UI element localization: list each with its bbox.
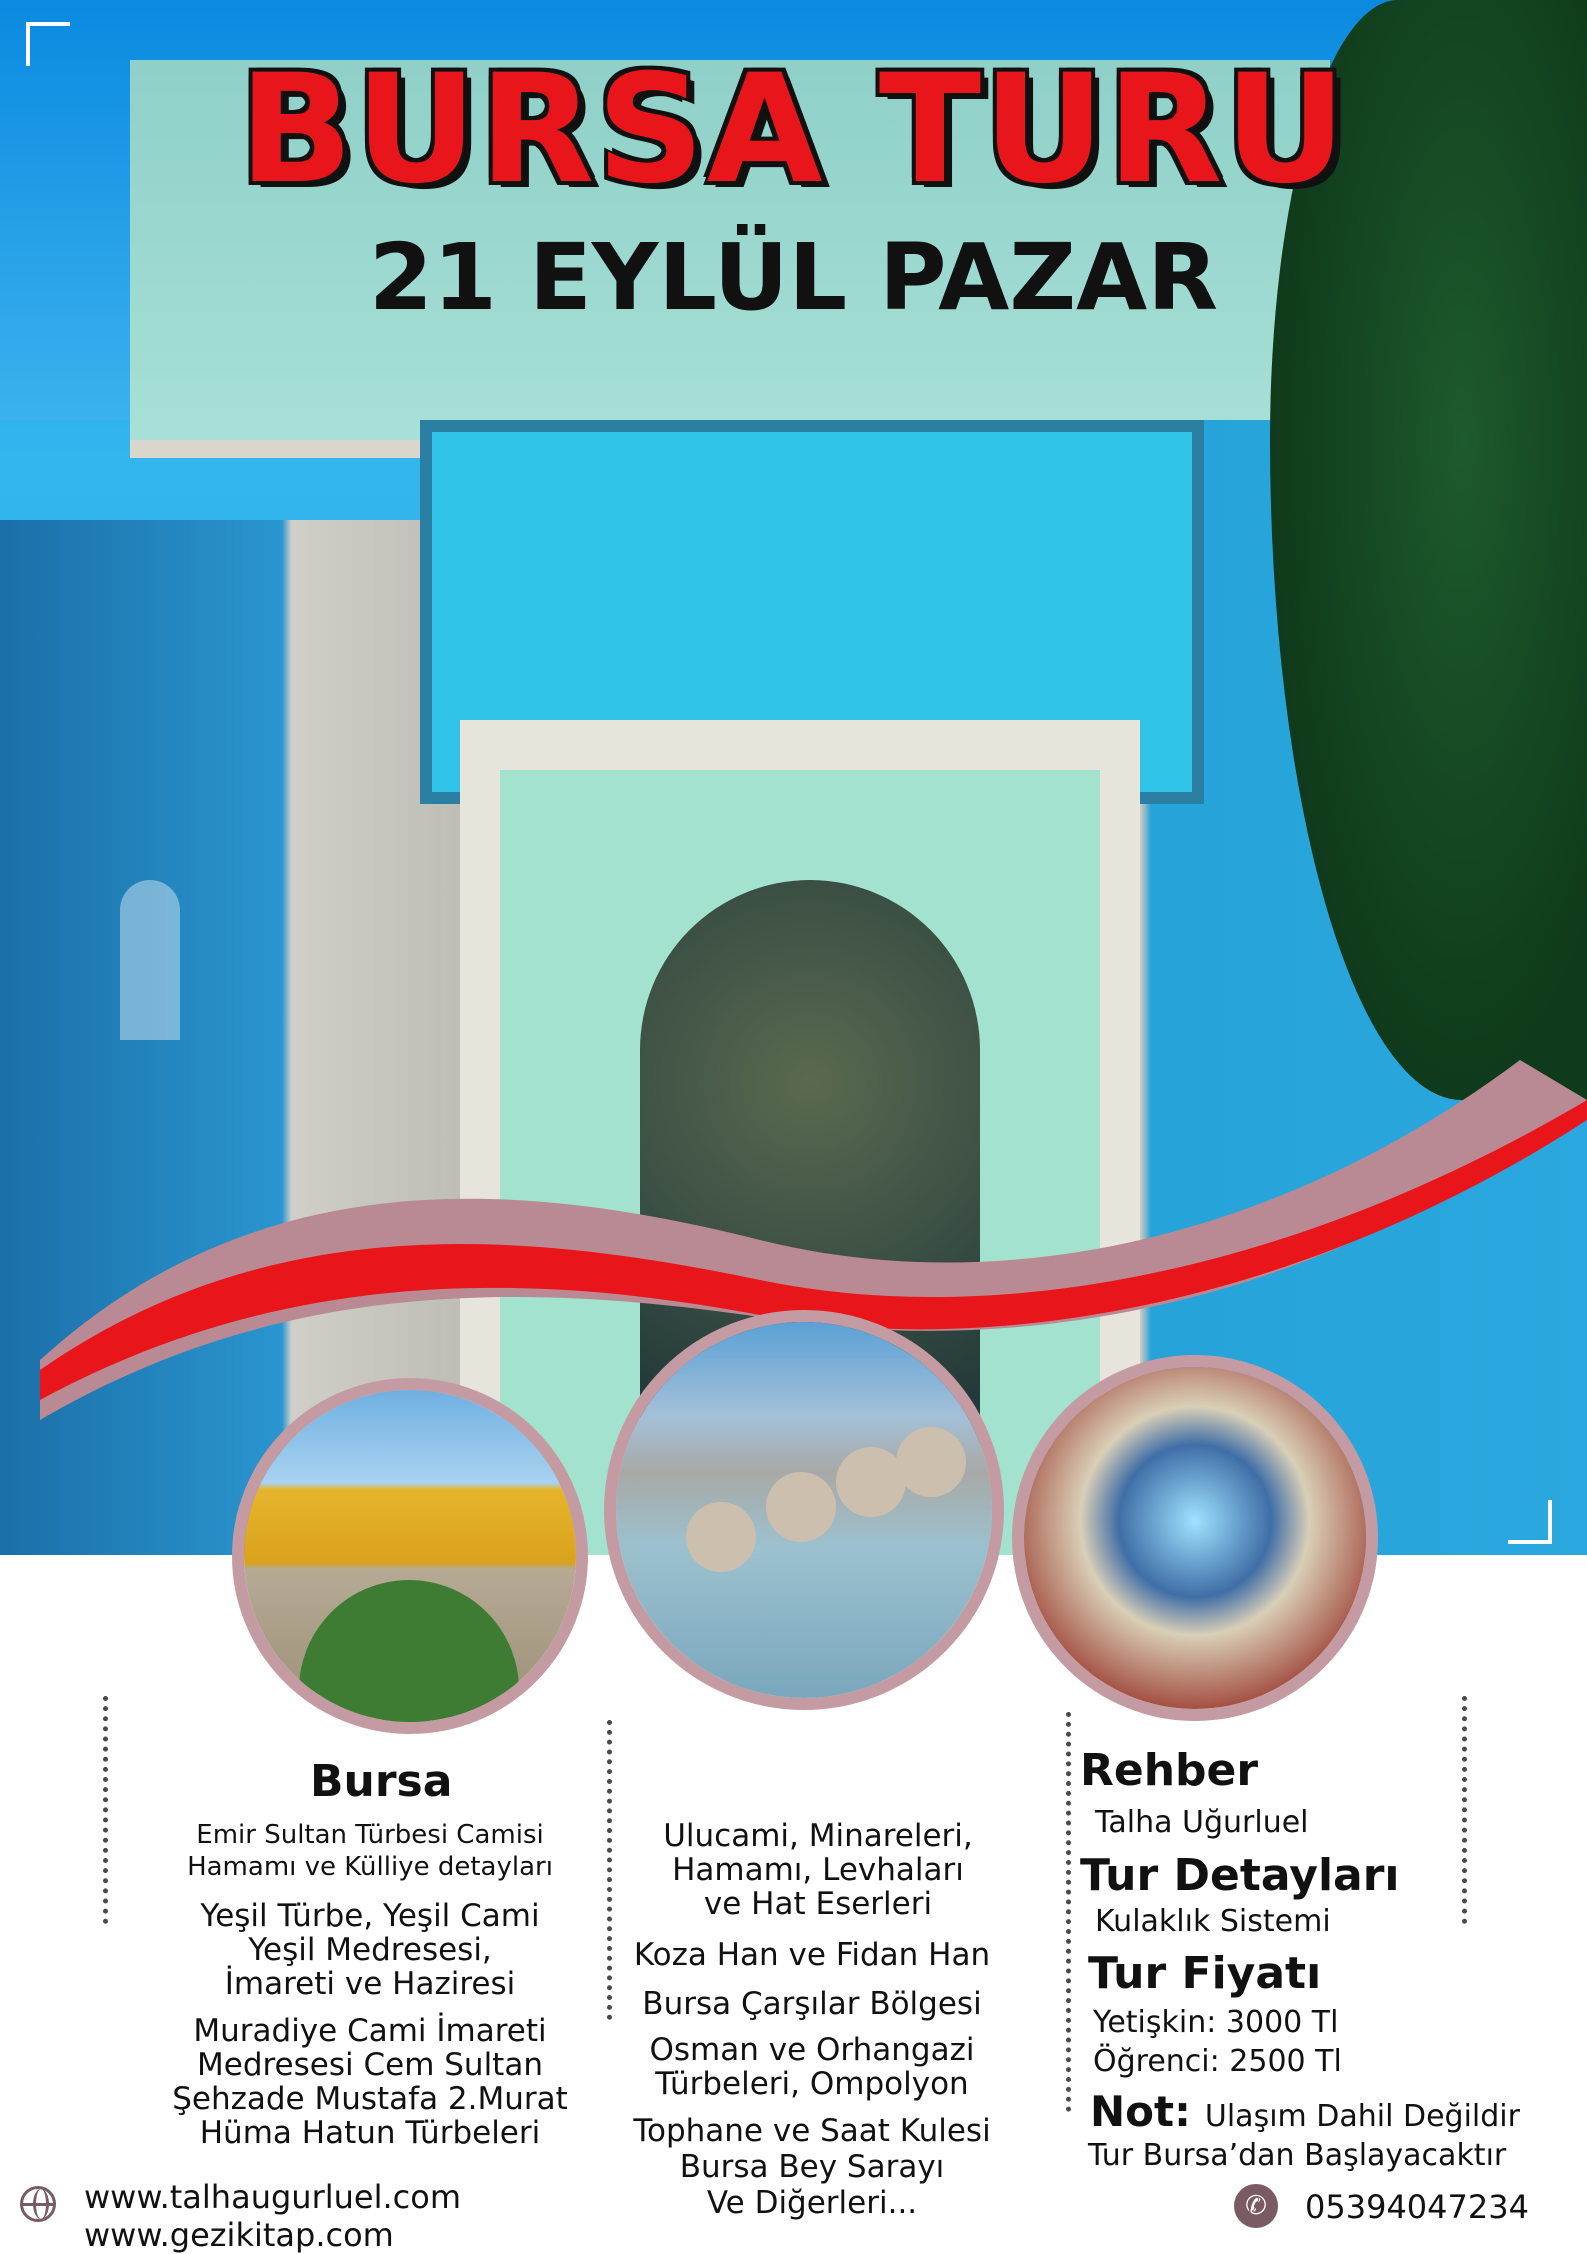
dome xyxy=(896,1427,966,1497)
photo-bursa-houses xyxy=(232,1378,588,1734)
route-item: Osman ve Orhangazi Türbeleri, Ompolyon xyxy=(649,2032,975,2102)
divider xyxy=(103,1696,108,1924)
photo-mosque-interior xyxy=(1012,1355,1378,1721)
details-text: Kulaklık Sistemi xyxy=(1095,1904,1331,1939)
guide-name: Talha Uğurluel xyxy=(1095,1805,1309,1840)
bursa-heading: Bursa xyxy=(310,1756,453,1807)
corner-mark-bottom-right xyxy=(1508,1500,1552,1544)
phone-number[interactable]: 05394047234 xyxy=(1305,2188,1529,2226)
note-line2: Tur Bursa’dan Başlayacaktır xyxy=(1088,2138,1507,2173)
divider xyxy=(1462,1696,1467,1924)
price-adult: Yetişkin: 3000 Tl xyxy=(1093,2005,1339,2040)
note-row xyxy=(1090,2087,1520,2136)
dome xyxy=(766,1472,836,1542)
dome xyxy=(686,1502,756,1572)
price-heading: Tur Fiyatı xyxy=(1088,1948,1322,1999)
poster-title: BURSA TURU xyxy=(238,43,1349,217)
phone-icon: ✆ xyxy=(1234,2184,1278,2228)
route-item: Koza Han ve Fidan Han xyxy=(633,1937,991,1973)
note-text: Ulaşım Dahil Değildir xyxy=(1204,2099,1520,2134)
route-item: Tophane ve Saat Kulesi Bursa Bey Sarayı Ve Diğerleri... xyxy=(633,2113,991,2221)
arched-window xyxy=(120,880,180,1040)
divider xyxy=(607,1720,612,2020)
price-student: Öğrenci: 2500 Tl xyxy=(1093,2044,1342,2079)
route-item: Bursa Çarşılar Bölgesi xyxy=(642,1986,982,2022)
photo-domes xyxy=(604,1310,1004,1710)
poster-date: 21 EYLÜL PAZAR xyxy=(368,224,1219,331)
bursa-item: Emir Sultan Türbesi Camisi Hamamı ve Külliye detayları xyxy=(187,1820,553,1882)
globe-icon xyxy=(20,2186,56,2222)
note-label: Not: xyxy=(1090,2087,1191,2136)
divider xyxy=(1066,1712,1071,2112)
guide-heading: Rehber xyxy=(1080,1745,1259,1796)
bursa-item: Muradiye Cami İmareti Medresesi Cem Sultan Şehzade Mustafa 2.Murat Hüma Hatun Türbeleri xyxy=(172,2013,568,2151)
bursa-item: Yeşil Türbe, Yeşil Cami Yeşil Medresesi, İmareti ve Haziresi xyxy=(200,1898,540,2002)
route-item: Ulucami, Minareleri, Hamamı, Levhaları ve Hat Eserleri xyxy=(663,1818,973,1922)
details-heading: Tur Detayları xyxy=(1080,1850,1400,1901)
website-link[interactable]: www.gezikitap.com xyxy=(84,2216,394,2254)
website-link[interactable]: www.talhaugurluel.com xyxy=(84,2178,461,2216)
